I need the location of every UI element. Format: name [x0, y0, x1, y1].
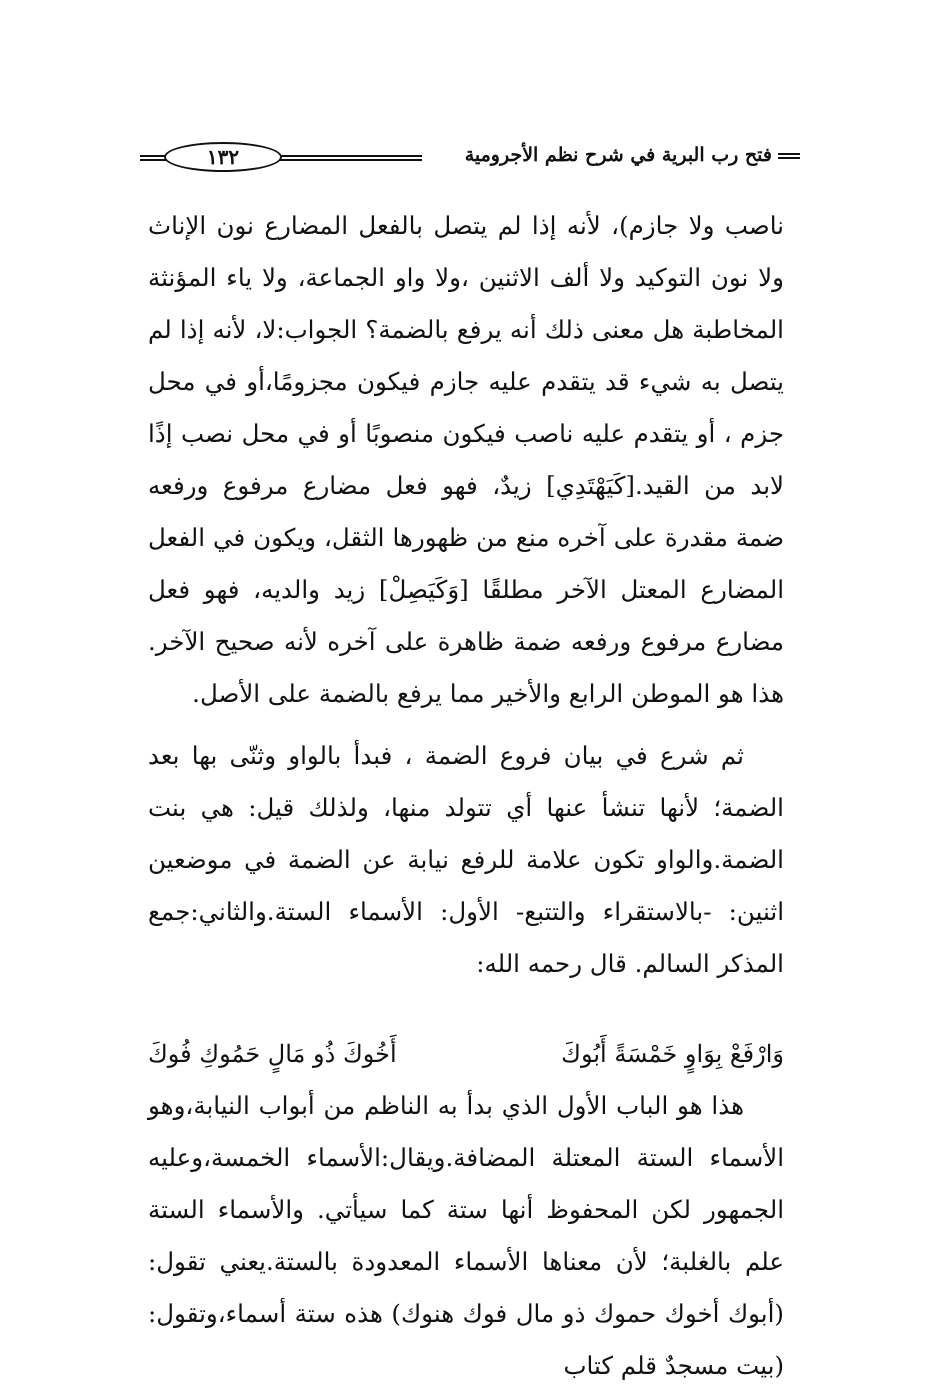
header-rule-middle	[280, 155, 422, 161]
verse-first-hemistich: وَارْفَعْ بِوَاوٍ خَمْسَةً أَبُوكَ	[561, 1040, 784, 1068]
page-header	[140, 140, 800, 180]
paragraph-2: ثم شرع في بيان فروع الضمة ، فبدأ بالواو وثنّى بها بعد الضمة؛ لأنها تنشأ عنها أي تتولد منها، ولذلك قيل: هي بنت الضمة.والواو تكون علامة للرفع نيابة عن الضمة في موضعين اثنين: -بالاستقراء والتتبع- الأول: الأسماء الستة.والثاني:جمع المذكر السالم. قال رحمه الله:	[148, 741, 784, 978]
header-rule-right	[778, 153, 800, 159]
page-body	[148, 200, 784, 1392]
paragraph-3: هذا هو الباب الأول الذي بدأ به الناظم من أبواب النيابة،وهو الأسماء الستة المعتلة المضافة.ويقال:الأسماء الخمسة،وعليه الجمهور لكن المحفوظ أنها ستة كما سيأتي. والأسماء الستة علم بالغلبة؛ لأن معناها الأسماء المعدودة بالستة.يعني تقول:(أبوك أخوك حموك ذو مال فوك هنوك) هذه ستة أسماء،وتقول: (بيت مسجدٌ قلم كتاب	[148, 1091, 784, 1380]
paragraph-1: ناصب ولا جازم)، لأنه إذا لم يتصل بالفعل المضارع نون الإناث ولا نون التوكيد ولا ألف الاثنين ،ولا واو الجماعة، ولا ياء المؤنثة المخاطبة هل معنى ذلك أنه يرفع بالضمة؟ الجواب:لا، لأنه إذا لم يتصل به شيء قد يتقدم عليه جازم فيكون مجزومًا،أو في محل جزم ، أو يتقدم عليه ناصب فيكون منصوبًا أو في محل نصب إذًا لابد من القيد.[كَيَهْتَدِي] زيدٌ، فهو فعل مضارع مرفوع ورفعه ضمة مقدرة على آخره منع من ظهورها الثقل، ويكون في الفعل المضارع المعتل الآخر مطلقًا [وَكَيَصِلْ] زيد والديه، فهو فعل مضارع مرفوع ورفعه ضمة ظاهرة على آخره لأنه صحيح الآخر. هذا هو الموطن الرابع والأخير مما يرفع بالضمة على الأصل.	[148, 211, 784, 708]
header-rule-left	[140, 155, 166, 161]
book-title: فتح رب البرية في شرح نظم الأجرومية	[464, 144, 772, 166]
verse-second-hemistich: أَخُوكَ ذُو مَالٍ حَمُوكِ فُوكَ	[148, 1040, 397, 1068]
page-number: ١٣٢	[164, 142, 282, 172]
poem-verse	[148, 1028, 784, 1076]
